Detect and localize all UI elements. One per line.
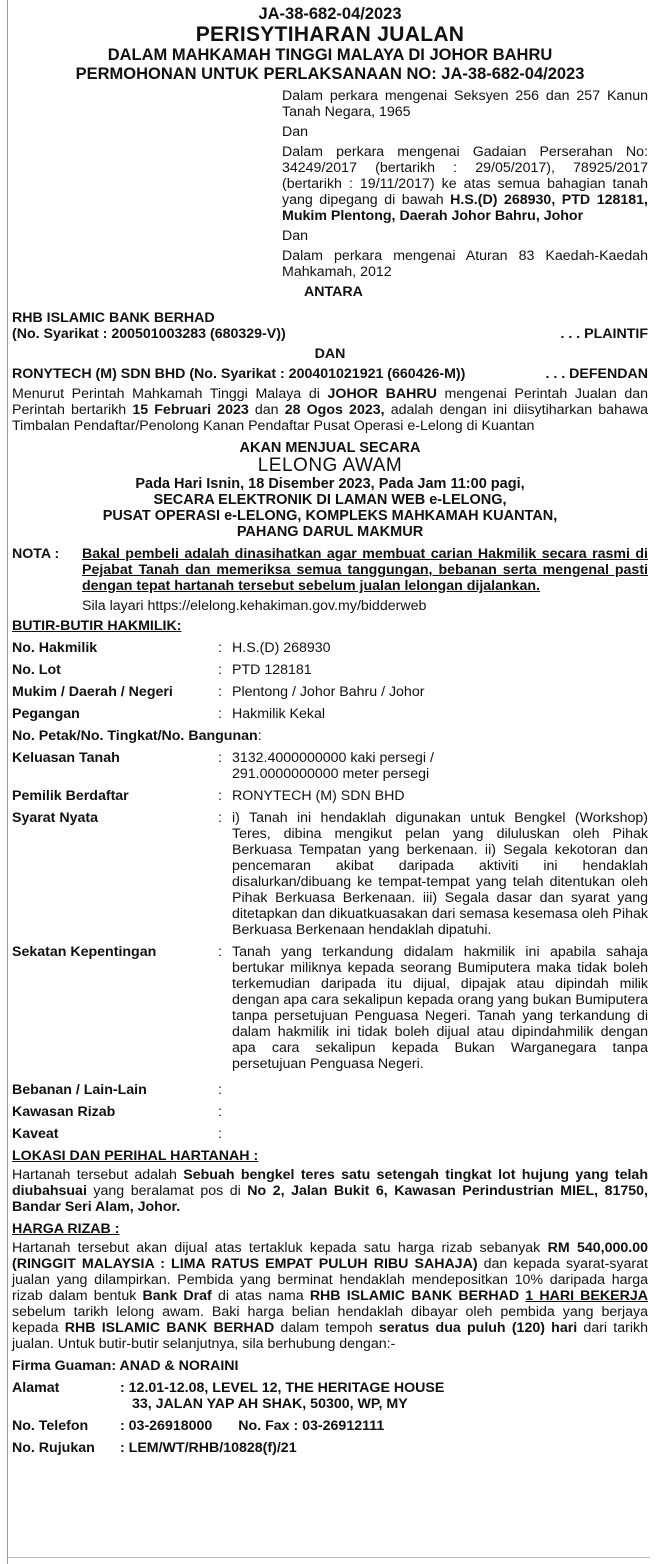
kv-kawasan: Kawasan Rizab : [12,1104,222,1120]
nota-text: Bakal pembeli adalah dinasihatkan agar membuat carian Hakmilik secara rasmi di Pejabat Tanah dan memeriksa semua tanggungan, bebanan serta mengenal pasti dengan tepat hartanah tersebut sebelum jualan lelongan dijalankan. [82,546,648,594]
nota-block [12,546,648,594]
sale-date: Pada Hari Isnin, 18 Disember 2023, Pada Jam 11:00 pagi, [135,476,525,492]
sale-method: AKAN MENJUAL SECARA [239,440,421,456]
kv-syarat: Syarat Nyata : i) Tanah ini hendaklah digunakan untuk Bengkel (Workshop) Teres, dibina mengikut pelan yang diluluskan oleh Pihak Berkuasa Tempatan yang berkenaan. ii) Segala kekotoran dan pencemaran akibat daripada aktiviti ini hendaklah disalurkan/dibuang ke tempat-tempat yang telah ditentukan oleh Pihak Berkuasa Berkenaan. iii) Segala dasar dan syarat yang ditetapkan dan dikuatkuasakan dari semasa kesemasa oleh Pihak Berkuasa Berkenaan hendaklah dipatuhi. [12,810,648,938]
sale-details [12,440,648,540]
defendant-role: . . . DEFENDAN [545,366,648,382]
nota-label: NOTA : [12,546,60,562]
matter-2: Dalam perkara mengenai Gadaian Perserahan No: 34249/2017 (bertarikh : 29/05/2017), 78925/2017 (bertarikh : 19/11/2017) ke atas semua bahagian tanah yang dipegang di bawah H.S.(D) 268930, PTD 128181, Mukim Plentong, Daerah Johor Bahru, Johor [282,144,648,224]
court-name: DALAM MAHKAMAH TINGGI MALAYA DI JOHOR BAHRU [107,46,553,64]
kv-no-lot: No. Lot : PTD 128181 [12,662,312,678]
defendant-block [12,366,648,382]
matter-and-1: Dan [282,124,309,140]
plaintiff-name: RHB ISLAMIC BANK BERHAD [12,310,215,326]
sale-venue-2: PUSAT OPERASI e-LELONG, KOMPLEKS MAHKAMAH KUANTAN, [102,508,558,524]
plaintiff-registration: (No. Syarikat : 200501003283 (680329-V)) [12,326,286,342]
matter-and-2: Dan [282,228,309,244]
application-number: PERMOHONAN UNTUK PERLAKSANAAN NO: JA-38-682-04/2023 [75,65,585,83]
matters-block [282,88,648,280]
reserve-price-paragraph: Hartanah tersebut akan dijual atas tertakluk kepada satu harga rizab sebanyak RM 540,000.00 (RINGGIT MALAYSIA : LIMA RATUS EMPAT PULUH RIBU SAHAJA) dan kepada syarat-syarat jualan yang dilampirkan. Pembida yang berminat hendaklah mendepositkan 10% daripada harga rizab dalam bentuk Bank Draf di atas nama RHB ISLAMIC BANK BERHAD 1 HARI BEKERJA sebelum tarikh lelong awam. Baki harga belian hendaklah dibayar oleh pembida yang berjaya kepada RHB ISLAMIC BANK BERHAD dalam tempoh seratus dua puluh (120) hari dari tarikh jualan. Untuk butir-butir selanjutnya, sila berhubung dengan:- [12,1240,649,1352]
notice-reference: JA-38-682-04/2023 [258,5,402,23]
phone-number: : 03-26918000 [120,1418,213,1434]
dan-label: DAN [314,346,346,362]
kv-kaveat: Kaveat : [12,1126,222,1142]
location-paragraph: Hartanah tersebut adalah Sebuah bengkel teres satu setengah tingkat lot hujung yang telah diubahsuai yang beralamat pos di No 2, Jalan Bukit 6, Kawasan Perindustrian MIEL, 81750, Bandar Seri Alam, Johor. [12,1167,649,1215]
matter-3: Dalam perkara mengenai Aturan 83 Kaedah-Kaedah Mahkamah, 2012 [282,248,648,280]
title-details-heading: BUTIR-BUTIR HAKMILIK: [12,618,182,634]
kv-petak: No. Petak/No. Tingkat/No. Bangunan : [12,728,262,744]
firm-reference: No. Rujukan : LEM/WT/RHB/10828(f)/21 [12,1440,297,1456]
reserve-price-heading: HARGA RIZAB : [12,1221,120,1237]
sale-venue-1: SECARA ELEKTRONIK DI LAMAN WEB e-LELONG, [153,492,507,508]
kv-mukim: Mukim / Daerah / Negeri : Plentong / Johor Bahru / Johor [12,684,425,700]
matter-1: Dalam perkara mengenai Seksyen 256 dan 257 Kanun Tanah Negara, 1965 [282,88,648,120]
plaintiff-block [12,310,648,342]
bottom-divider [8,1557,650,1558]
auction-notice [7,0,650,1564]
sale-venue-3: PAHANG DARUL MAKMUR [236,524,424,540]
notice-title: PERISYTIHARAN JUALAN [195,23,465,46]
antara-label: ANTARA [304,284,363,300]
sale-type: LELONG AWAM [257,455,403,476]
kv-keluasan: Keluasan Tanah : 3132.4000000000 kaki persegi / 291.0000000000 meter persegi [12,750,434,782]
court-order-paragraph: Menurut Perintah Mahkamah Tinggi Malaya di JOHOR BAHRU mengenai Perintah Jualan dan Perintah bertarikh 15 Februari 2023 dan 28 Ogos 2023, adalah dengan ini diisytiharkan bahawa Timbalan Pendaftar/Penolong Kanan Pendaftar Pusat Operasi e-Lelong di Kuantan [12,386,649,434]
kv-pegangan: Pegangan : Hakmilik Kekal [12,706,326,722]
law-firm-name: Firma Guaman: ANAD & NORAINI [12,1358,239,1374]
kv-no-hakmilik: No. Hakmilik : H.S.(D) 268930 [12,640,331,656]
plaintiff-role: . . . PLAINTIF [560,326,648,342]
kv-sekatan: Sekatan Kepentingan : Tanah yang terkandung didalam hakmilik ini apabila sahaja bertukar miliknya kepada seorang Bumiputera maka tidak boleh terkemudian daripada itu dijual, dipajak atau dipindah milik dengan apa cara sekalipun kepada orang yang bukan Bumiputera tanpa persetujuan Penguasa Negeri. Tanah yang terkandung di dalam hakmilik ini tidak boleh dijual atau dipindahmilik dengan apa cara sekalipun kepada Bukan Warganegara tanpa persetujuan Penguasa Negeri. [12,944,648,1072]
firm-address: Alamat : 12.01-12.08, LEVEL 12, THE HERITAGE HOUSE 33, JALAN YAP AH SHAK, 50300, WP, MY [12,1380,445,1412]
location-heading: LOKASI DAN PERIHAL HARTANAH : [12,1148,259,1164]
kv-pemilik: Pemilik Berdaftar : RONYTECH (M) SDN BHD [12,788,405,804]
defendant-name: RONYTECH (M) SDN BHD (No. Syarikat : 200401021921 (660426-M)) [12,366,466,382]
kv-bebanan: Bebanan / Lain-Lain : [12,1082,222,1098]
fax-number: No. Fax : 03-26912111 [238,1418,385,1434]
bidder-website[interactable]: Sila layari https://elelong.kehakiman.gov.my/bidderweb [82,598,427,614]
firm-phone-fax: No. Telefon : 03-26918000 No. Fax : 03-26912111 [12,1418,385,1434]
